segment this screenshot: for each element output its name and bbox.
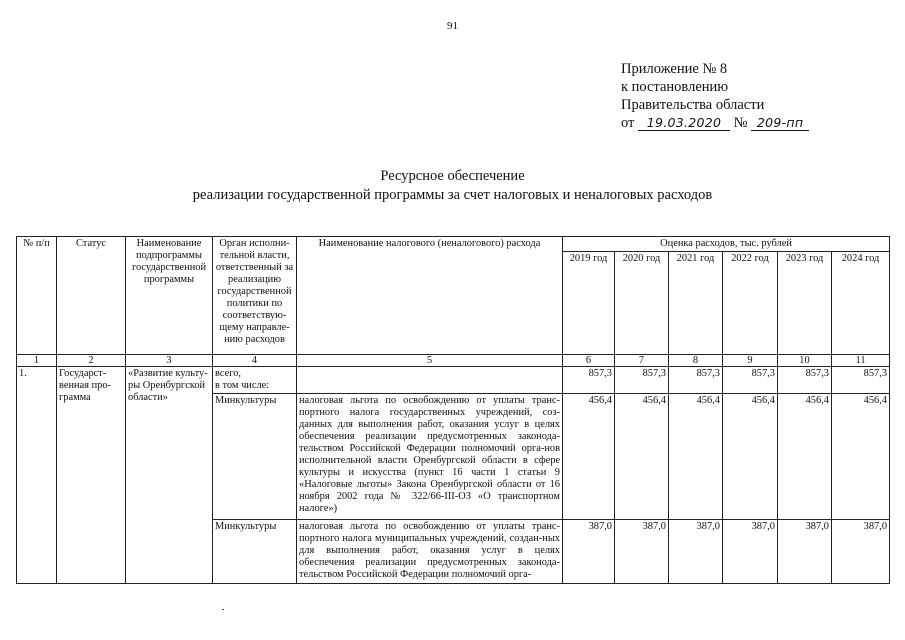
resource-table: [16, 236, 890, 584]
scan-speck: [222, 609, 224, 610]
item-value: 456,4: [615, 394, 669, 520]
column-number: 3: [126, 355, 213, 367]
item-value: 387,0: [563, 520, 615, 584]
item-value: 387,0: [778, 520, 832, 584]
column-number: 2: [57, 355, 126, 367]
appendix-line-3: Правительства области: [621, 97, 765, 113]
row-number: 1.: [17, 367, 57, 584]
header-authority: Орган исполни-тельной власти, ответственный за реализацию государственной политики по соответствую-щему направле-нию расходов: [213, 237, 297, 355]
row-program: «Развитие культу-ры Оренбургской области»: [126, 367, 213, 584]
column-number: 4: [213, 355, 297, 367]
item-description: налоговая льгота по освобождению от уплаты транс-портного налога муниципальных учреждений, создан-ных для выполнения работ, оказания услуг в целях обеспечения реализации предусмотренных законода-тельством Российской Федерации полномочий орга-: [297, 520, 563, 584]
item-value: 456,4: [778, 394, 832, 520]
including-label: в том числе:: [215, 380, 270, 391]
appendix-line-2: к постановлению: [621, 79, 729, 95]
header-year: 2024 год: [832, 252, 890, 355]
date-prefix: от: [621, 115, 635, 131]
document-title-line-1: Ресурсное обеспечение: [380, 168, 525, 184]
document-title-line-2: реализации государственной программы за счет налоговых и неналоговых расходов: [192, 187, 713, 203]
column-number: 10: [778, 355, 832, 367]
header-subprogram: Наименование подпрограммы государственной программы: [126, 237, 213, 355]
page-number: 91: [447, 20, 458, 32]
item-value: 456,4: [669, 394, 723, 520]
total-value: 857,3: [723, 367, 778, 394]
row-status: Государст-венная про-грамма: [57, 367, 126, 584]
item-authority: Минкультуры: [213, 520, 297, 584]
row-total-description: [297, 367, 563, 394]
number-handwritten: 209-пп: [751, 115, 809, 131]
total-label: всего,: [215, 368, 241, 379]
total-value: 857,3: [669, 367, 723, 394]
header-year: 2021 год: [669, 252, 723, 355]
column-number: 9: [723, 355, 778, 367]
header-year: 2023 год: [778, 252, 832, 355]
header-estimate-group: Оценка расходов, тыс. рублей: [563, 237, 890, 252]
date-handwritten: 19.03.2020: [638, 115, 730, 131]
item-value: 456,4: [832, 394, 890, 520]
total-value: 857,3: [563, 367, 615, 394]
header-status: Статус: [57, 237, 126, 355]
item-value: 387,0: [615, 520, 669, 584]
column-number: 5: [297, 355, 563, 367]
header-year: 2019 год: [563, 252, 615, 355]
item-description: налоговая льгота по освобождению от уплаты транс-портного налога государственных учреждений, соз-данных для выполнения работ, оказания услуг в целях обеспечения реализации предусмотренных законода-тельством Российской Федерации полномочий орга-нов исполнительной власти Оренбургской области в сфере культуры и искусства (пункт 16 части 1 статьи 9 «Налоговые льготы» Закона Оренбургской области от 16 ноября 2002 года № 322/66-III-ОЗ «О транспортном налоге»): [297, 394, 563, 520]
number-prefix: №: [733, 115, 748, 131]
appendix-block: [621, 60, 809, 132]
column-number: 6: [563, 355, 615, 367]
header-no: № п/п: [17, 237, 57, 355]
item-authority: Минкультуры: [213, 394, 297, 520]
appendix-date-line: [621, 114, 809, 132]
item-value: 387,0: [832, 520, 890, 584]
header-year: 2022 год: [723, 252, 778, 355]
header-year: 2020 год: [615, 252, 669, 355]
column-number: 7: [615, 355, 669, 367]
total-value: 857,3: [778, 367, 832, 394]
item-value: 456,4: [723, 394, 778, 520]
total-value: 857,3: [832, 367, 890, 394]
total-value: 857,3: [615, 367, 669, 394]
item-value: 387,0: [669, 520, 723, 584]
row-total-label: [213, 367, 297, 394]
appendix-line-1: Приложение № 8: [621, 61, 728, 77]
item-value: 456,4: [563, 394, 615, 520]
column-number: 11: [832, 355, 890, 367]
column-number: 8: [669, 355, 723, 367]
item-value: 387,0: [723, 520, 778, 584]
header-expense-name: Наименование налогового (неналогового) расхода: [297, 237, 563, 355]
column-number: 1: [17, 355, 57, 367]
